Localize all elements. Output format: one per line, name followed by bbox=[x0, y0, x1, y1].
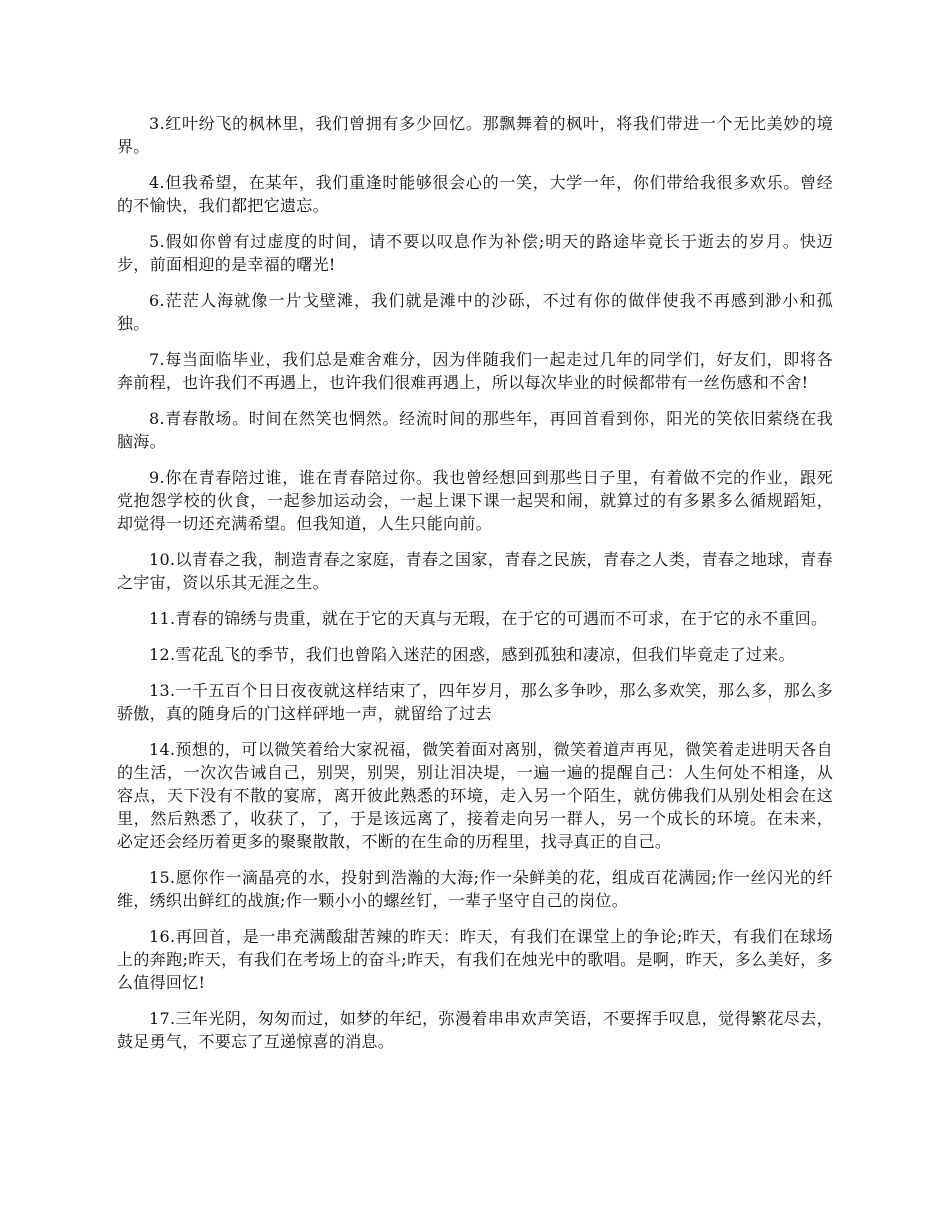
paragraph-11: 11.青春的锦绣与贵重，就在于它的天真与无瑕，在于它的可遇而不可求，在于它的永不重回。 bbox=[149, 609, 828, 628]
paragraph-3: 3.红叶纷飞的枫林里，我们曾拥有多少回忆。那飘舞着的枫叶，将我们带进一个无比美妙的境界。 bbox=[117, 114, 833, 156]
document-page bbox=[117, 112, 833, 1066]
paragraph-15: 15.愿你作一滴晶亮的水，投射到浩瀚的大海;作一朵鲜美的花，组成百花满园;作一丝闪光的纤维，绣织出鲜红的战旗;作一颗小小的螺丝钉，一辈子坚守自己的岗位。 bbox=[117, 868, 833, 910]
paragraph-12: 12.雪花乱飞的季节，我们也曾陷入迷茫的困惑，感到孤独和凄凉，但我们毕竟走了过来。 bbox=[149, 645, 795, 664]
paragraph-5: 5.假如你曾有过虚度的时间，请不要以叹息作为补偿;明天的路途毕竟长于逝去的岁月。快迈步，前面相迎的是幸福的曙光! bbox=[117, 232, 833, 274]
paragraph-13: 13.一千五百个日日夜夜就这样结束了，四年岁月，那么多争吵，那么多欢笑，那么多，那么多骄傲，真的随身后的门这样砰地一声，就留给了过去 bbox=[117, 681, 833, 723]
paragraph-7: 7.每当面临毕业，我们总是难舍难分，因为伴随我们一起走过几年的同学们，好友们，即将各奔前程，也许我们不再遇上，也许我们很难再遇上，所以每次毕业的时候都带有一丝伤感和不舍! bbox=[117, 350, 833, 392]
paragraph-14: 14.预想的，可以微笑着给大家祝福，微笑着面对离别，微笑着道声再见，微笑着走进明天各自的生活，一次次告诫自己，别哭，别哭，别让泪决堤，一遍一遍的提醒自己：人生何处不相逢，从容点，天下没有不散的宴席，离开彼此熟悉的环境，走入另一个陌生，就仿佛我们从别处相会在这里，然后熟悉了，收获了，了，于是该远离了，接着走向另一群人，另一个成长的环境。在未来，必定还会经历着更多的聚聚散散，不断的在生命的历程里，找寻真正的自己。 bbox=[117, 740, 833, 851]
paragraph-6: 6.茫茫人海就像一片戈壁滩，我们就是滩中的沙砾，不过有你的做伴使我不再感到渺小和孤独。 bbox=[117, 291, 833, 333]
paragraph-10: 10.以青春之我，制造青春之家庭，青春之国家，青春之民族，青春之人类，青春之地球，青春之宇宙，资以乐其无涯之生。 bbox=[117, 550, 833, 592]
paragraph-9: 9.你在青春陪过谁，谁在青春陪过你。我也曾经想回到那些日子里，有着做不完的作业，跟死党抱怨学校的伙食，一起参加运动会，一起上课下课一起哭和闹，就算过的有多累多么循规蹈矩，却觉得一切还充满希望。但我知道，人生只能向前。 bbox=[117, 468, 833, 533]
paragraph-16: 16.再回首，是一串充满酸甜苦辣的昨天：昨天，有我们在课堂上的争论;昨天，有我们在球场上的奔跑;昨天，有我们在考场上的奋斗;昨天，有我们在烛光中的歌唱。是啊，昨天，多么美好，多么值得回忆! bbox=[117, 927, 833, 992]
paragraph-8: 8.青春散场。时间在然笑也惘然。经流时间的那些年，再回首看到你，阳光的笑依旧萦绕在我脑海。 bbox=[117, 409, 833, 451]
paragraph-17: 17.三年光阴，匆匆而过，如梦的年纪，弥漫着串串欢声笑语，不要挥手叹息，觉得繁花尽去，鼓足勇气，不要忘了互递惊喜的消息。 bbox=[117, 1009, 833, 1051]
paragraph-4: 4.但我希望，在某年，我们重逢时能够很会心的一笑，大学一年，你们带给我很多欢乐。曾经的不愉快，我们都把它遗忘。 bbox=[117, 173, 833, 215]
